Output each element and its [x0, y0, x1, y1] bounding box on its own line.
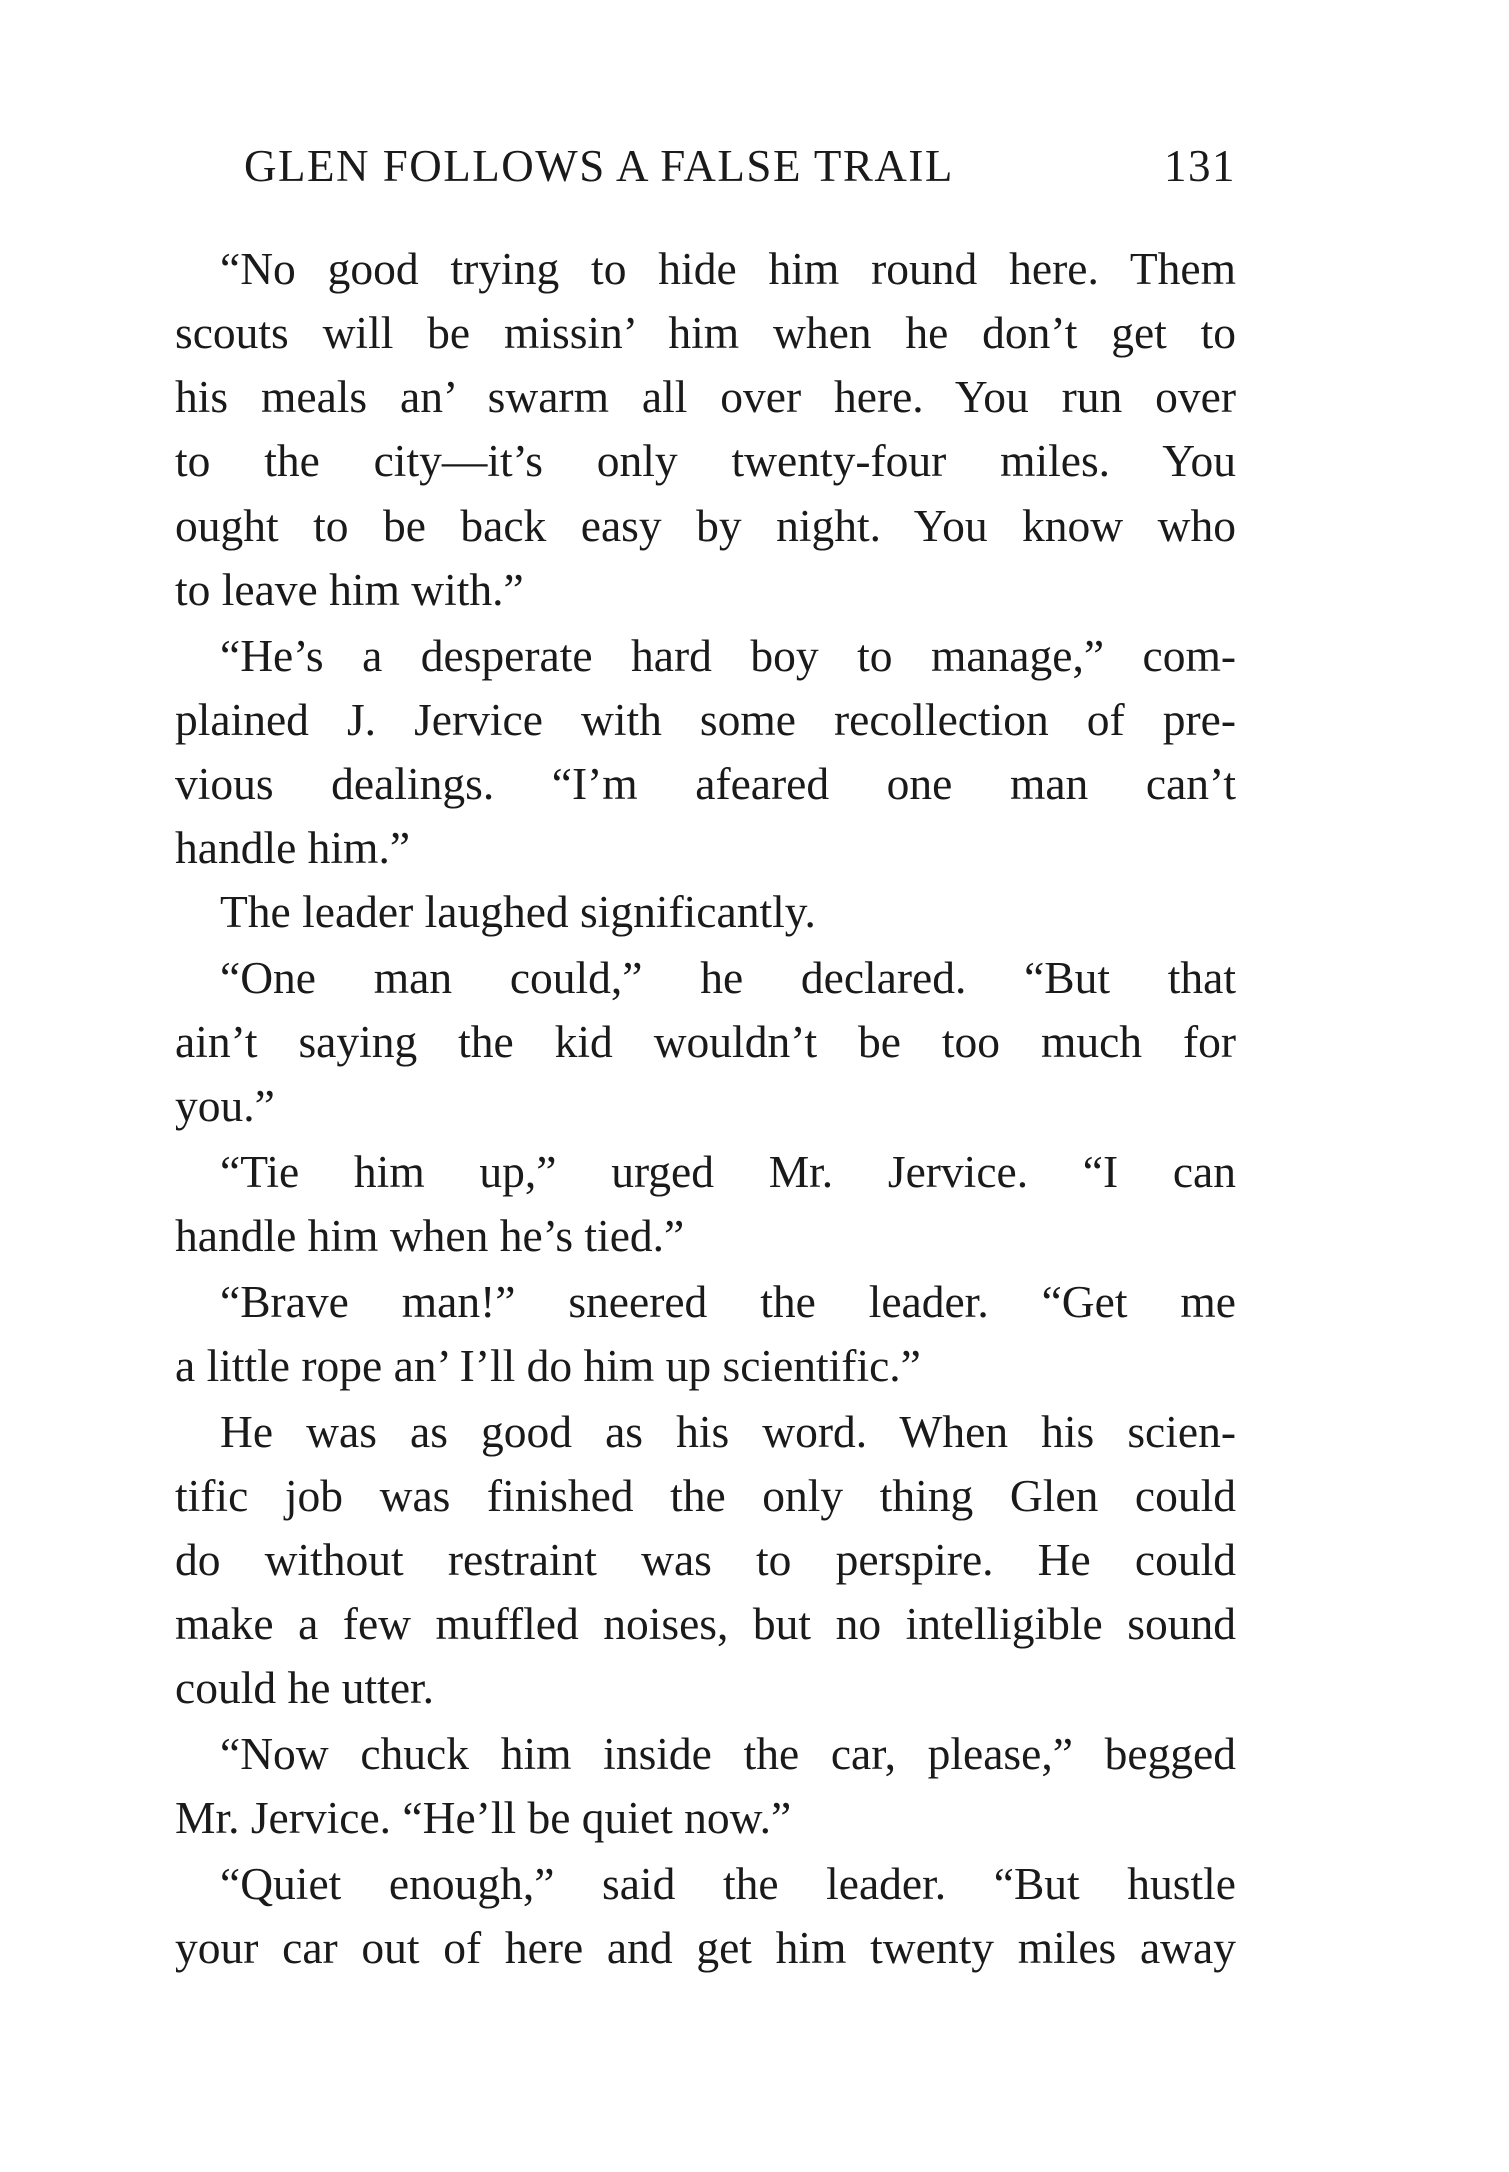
text-line: a little rope an’ I’ll do him up scientific.” [175, 1340, 921, 1391]
text-line: “Quiet enough,” said the leader. “But hustle [220, 1858, 1236, 1909]
running-header [244, 140, 1236, 210]
text-line: your car out of here and get him twenty miles away [175, 1922, 1236, 1973]
text-line: “No good trying to hide him round here. Them [220, 243, 1236, 294]
text-line: to the city—it’s only twenty-four miles. You [175, 435, 1236, 486]
text-line: to leave him with.” [175, 564, 524, 615]
text-line: “He’s a desperate hard boy to manage,” com- [220, 630, 1236, 681]
text-line: scouts will be missin’ him when he don’t get to [175, 307, 1236, 358]
text-line: “Now chuck him inside the car, please,” begged [220, 1728, 1236, 1779]
text-line: vious dealings. “I’m afeared one man can’t [175, 758, 1236, 809]
text-line: tific job was finished the only thing Glen could [175, 1470, 1236, 1521]
page-number: 131 [1164, 141, 1236, 191]
text-line: plained J. Jervice with some recollection of pre- [175, 694, 1236, 745]
text-line: Mr. Jervice. “He’ll be quiet now.” [175, 1792, 792, 1843]
text-line: ought to be back easy by night. You know who [175, 500, 1236, 551]
text-line: handle him when he’s tied.” [175, 1210, 685, 1261]
text-line: The leader laughed significantly. [220, 886, 816, 937]
text-line: do without restraint was to perspire. He could [175, 1534, 1236, 1585]
text-line: make a few muffled noises, but no intelligible sound [175, 1598, 1236, 1649]
text-line: “Brave man!” sneered the leader. “Get me [220, 1276, 1236, 1327]
text-line: “One man could,” he declared. “But that [220, 952, 1236, 1003]
text-line: ain’t saying the kid wouldn’t be too much for [175, 1016, 1236, 1067]
text-line: He was as good as his word. When his scien- [220, 1406, 1236, 1457]
text-line: his meals an’ swarm all over here. You run over [175, 371, 1236, 422]
text-line: you.” [175, 1080, 275, 1131]
text-line: “Tie him up,” urged Mr. Jervice. “I can [220, 1146, 1236, 1197]
chapter-title: GLEN FOLLOWS A FALSE TRAIL [244, 141, 954, 191]
text-line: could he utter. [175, 1662, 435, 1713]
text-line: handle him.” [175, 822, 411, 873]
